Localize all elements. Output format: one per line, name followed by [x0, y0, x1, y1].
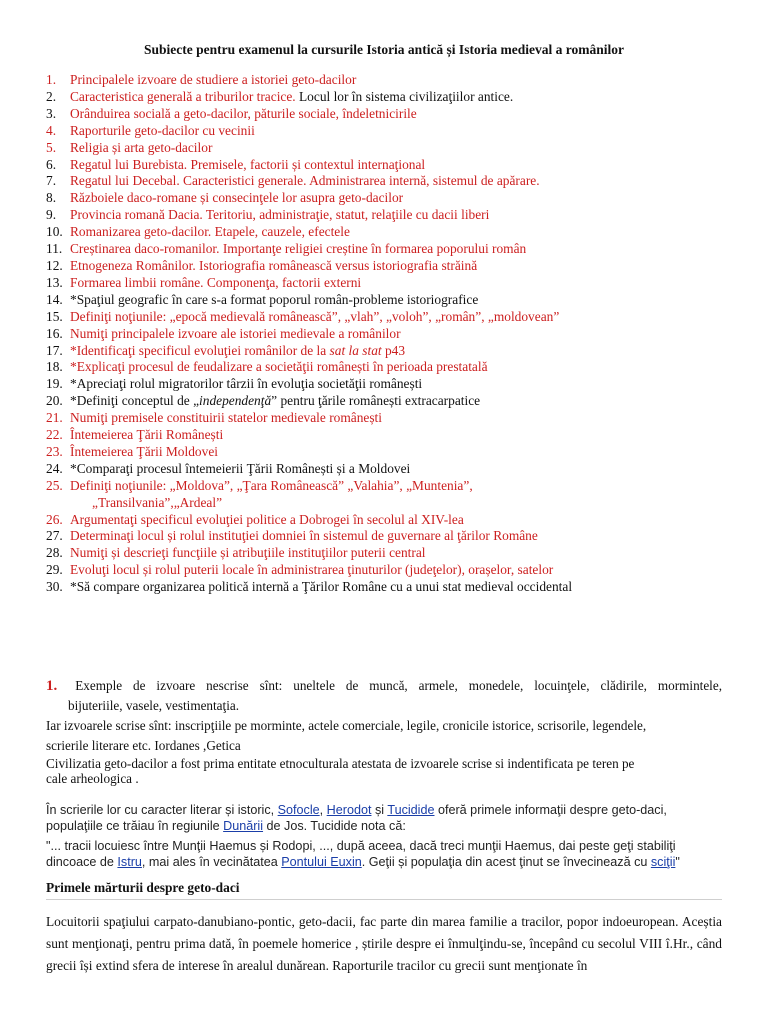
topic-text: Principalele izvoare de studiere a istoriei geto-dacilor [70, 72, 357, 87]
topic-number: 23. [46, 443, 63, 459]
topic-item [46, 343, 746, 360]
topic-item [46, 292, 746, 309]
link-herodot[interactable]: Herodot [326, 803, 372, 817]
topic-italic: independenţă [199, 393, 272, 409]
topic-number: 21. [46, 410, 63, 426]
topic-number: 4. [46, 122, 57, 138]
topic-number: 22. [46, 427, 63, 443]
section-heading: Primele mărturii despre geto-daci [46, 880, 240, 895]
topic-number: 6. [46, 156, 57, 172]
topic-text: Provincia romană Dacia. Teritoriu, administraţie, statut, relaţiile cu dacii liberi [70, 207, 490, 223]
topic-extra: p43 [381, 342, 406, 358]
section-paragraph: Locuitorii spaţiului carpato-danubiano-pontic, geto-dacii, fac parte din marea familie a tracilor, popor indoeuropean. Aceștia sunt menţionaţi, pentru prima dată, în poemele homerice , știrile despre ei înmulţindu-se, începând cu secolul VIII î.Hr., când grecii își extind sfera de interese în arealul dunărean. Raporturile tracilor cu grecii sunt menţionate în [46, 914, 722, 973]
topic-item [46, 545, 746, 562]
topic-text: Numiţi premisele constituirii statelor medievale românești [70, 410, 382, 426]
sources-paragraph: În scrierile lor cu caracter literar și istoric, Sofocle, Herodot și Tucidide oferă primele informaţii despre geto-daci, populaţiile ce trăiau în regiunile Dunării de Jos. Tucidide nota că: [46, 803, 667, 833]
topic-number: 28. [46, 545, 63, 561]
topic-item [46, 140, 746, 157]
topic-item [46, 309, 746, 326]
topic-text: Numiţi principalele izvoare ale istoriei medievale a românilor [70, 325, 401, 341]
answer-1-line-6: cale arheologica . [46, 771, 139, 786]
topic-number: 1. [46, 72, 57, 87]
topic-item [46, 444, 746, 461]
topic-text: Etnogeneza Românilor. Istoriografia românească versus istoriografia străină [70, 257, 478, 273]
topic-text: Argumentaţi specificul evoluţiei politice a Dobrogei în secolul al XIV-lea [70, 511, 464, 527]
topic-item [46, 359, 746, 376]
topic-item [46, 562, 746, 579]
topic-text: Regatul lui Decebal. Caracteristici generale. Administrarea internă, sistemul de apărare. [70, 173, 540, 189]
topic-text: Raporturile geto-dacilor cu vecinii [70, 122, 255, 138]
topic-number: 13. [46, 274, 63, 290]
topic-number: 27. [46, 528, 63, 544]
topic-number: 7. [46, 173, 57, 189]
section-divider [46, 899, 722, 900]
link-pontul-euxin[interactable]: Pontului Euxin [281, 855, 362, 869]
topic-text: Definiţi noţiunile: „epocă medievală românească”, „vlah”, „voloh”, „român”, „moldovean” [70, 308, 560, 324]
topic-text: Întemeierea Ţării Moldovei [70, 443, 218, 459]
topic-text: Formarea limbii române. Componenţa, factorii externi [70, 274, 362, 290]
topic-text: *Comparaţi procesul întemeierii Ţării Românești și a Moldovei [70, 460, 411, 476]
topic-item [46, 123, 746, 140]
topic-item [46, 410, 746, 427]
answer-1-line-2: bijuteriile, vasele, vestimentaţia. [68, 698, 240, 713]
topic-item [46, 157, 746, 174]
topic-number: 10. [46, 224, 63, 240]
topic-text: Evoluţi locul și rolul puterii locale în administrarea ţinuturilor (judeţelor), orașelor, satelor [70, 562, 554, 578]
topic-number: 25. [46, 477, 63, 493]
topic-text: Religia și arta geto-dacilor [70, 139, 213, 155]
topic-number: 11. [46, 241, 63, 257]
topic-text: *Explicaţi procesul de feudalizare a societăţii românești în perioada prestatală [70, 359, 488, 375]
page-title: Subiecte pentru examenul la cursurile Istoria antică și Istoria medieval a românilor [143, 42, 625, 57]
topic-item [46, 427, 746, 444]
topic-text: *Definiţi conceptul de „ [70, 393, 200, 409]
topic-item [46, 461, 746, 478]
topic-item [46, 190, 746, 207]
link-sofocle[interactable]: Sofocle [277, 803, 320, 817]
topic-text: *Apreciaţi rolul migratorilor târzii în evoluţia societăţii românești [70, 376, 423, 392]
topic-item [46, 579, 746, 596]
answer-1-line-3: Iar izvoarele scrise sînt: inscripţiile pe morminte, actele comerciale, legile, cronicile istorice, scrisorile, legendele, [46, 718, 647, 733]
topic-item [46, 72, 746, 89]
topic-continuation: „Transilvania”,„Ardeal” [92, 494, 223, 510]
topic-number: 20. [46, 393, 63, 409]
topic-text: *Spaţiul geografic în care s-a format poporul român-probleme istoriografice [70, 291, 479, 307]
answer-1-line-5: Civilizatia geto-dacilor a fost prima entitate etnoculturala atestata de izvoarele scrise si indentificata pe teren pe [46, 756, 635, 771]
topic-number: 14. [46, 291, 63, 307]
topic-number: 19. [46, 376, 63, 392]
topic-number: 2. [46, 88, 57, 104]
topic-item [46, 376, 746, 393]
topic-number: 17. [46, 342, 63, 358]
topic-number: 30. [46, 579, 63, 595]
link-tucidide[interactable]: Tucidide [387, 803, 435, 817]
topic-number: 3. [46, 105, 57, 121]
topic-text: *Identificaţi specificul evoluţiei românilor de la [70, 342, 330, 358]
topic-text: Întemeierea Ţării Românești [70, 427, 224, 443]
topic-number: 5. [46, 139, 57, 155]
topic-item [46, 89, 746, 106]
link-scitii[interactable]: sciţii [650, 855, 676, 869]
topic-item [46, 207, 746, 224]
answer-1-number: 1. [46, 678, 58, 694]
topic-italic: sat la stat [329, 342, 382, 358]
topic-number: 24. [46, 460, 63, 476]
topic-text: Regatul lui Burebista. Premisele, factorii și contextul internaţional [70, 156, 426, 172]
topic-text: Creștinarea daco-romanilor. Importanţe religiei creștine în formarea poporului român [70, 241, 527, 257]
tucidide-quote: "... tracii locuiesc între Munţii Haemus și Rodopi, ..., după aceea, dacă treci munţii Haemus, dai peste geţi stabiliţi dincoace de Istru, mai ales în vecinătatea Pontului Euxin. Geţii și populaţia din acest ţinut se învecinează cu sciţii" [46, 839, 680, 869]
topic-text: Numiţi și descrieţi funcţiile și atribuţiile instituţiilor puterii central [70, 545, 426, 561]
topic-text: Definiţi noţiunile: „Moldova”, „Ţara Românească” „Valahia”, „Muntenia”, [70, 477, 473, 493]
topic-number: 26. [46, 511, 63, 527]
topic-item [46, 224, 746, 241]
topic-number: 15. [46, 308, 63, 324]
topic-extra: ” pentru ţările românești extracarpatice [271, 393, 481, 409]
topic-text: Determinaţi locul și rolul instituţiei domniei în sistemul de guvernare al ţărilor Române [70, 528, 538, 544]
topic-number: 8. [46, 190, 57, 206]
topic-item [46, 258, 746, 275]
topic-item [46, 173, 746, 190]
topic-item [46, 393, 746, 410]
topics-list [46, 72, 746, 596]
answer-1-line-4: scrierile literare etc. Iordanes ,Getica [46, 738, 241, 753]
topic-text: Orânduirea socială a geto-dacilor, păturile sociale, îndeletnicirile [70, 105, 417, 121]
topic-text: Războiele daco-romane și consecinţele lor asupra geto-dacilor [70, 190, 404, 206]
topic-item [46, 241, 746, 258]
topic-number: 16. [46, 325, 63, 341]
topic-item [46, 275, 746, 292]
topic-number: 18. [46, 359, 63, 375]
topic-item [46, 478, 746, 512]
topic-text: Romanizarea geto-dacilor. Etapele, cauzele, efectele [70, 224, 350, 240]
topic-number: 12. [46, 257, 63, 273]
answer-1 [46, 676, 722, 786]
topic-item [46, 106, 746, 123]
topic-item [46, 528, 746, 545]
topic-number: 29. [46, 562, 63, 578]
topic-item [46, 326, 746, 343]
answer-1-line-1: 1. Exemple de izvoare nescrise sînt: uneltele de muncă, armele, monedele, locuinţele, clădirile, mormintele, [46, 678, 722, 694]
topic-item [46, 512, 746, 529]
link-istru[interactable]: Istru [117, 855, 142, 869]
topic-text: *Să compare organizarea politică internă a Ţărilor Române cu a unui stat medieval occidental [70, 579, 573, 595]
topic-text: Caracteristica generală a triburilor tracice. [70, 88, 296, 104]
topic-extra: Locul lor în sistema civilizaţiilor antice. [295, 88, 514, 104]
topic-number: 9. [46, 207, 57, 223]
link-dunarii[interactable]: Dunării [223, 819, 264, 833]
